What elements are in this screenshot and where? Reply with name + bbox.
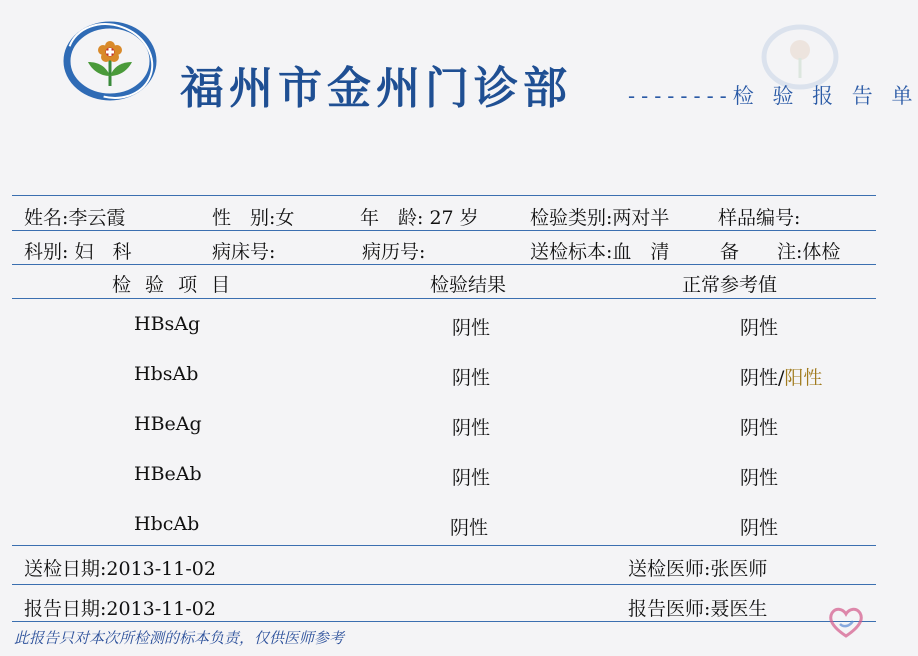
- test-type: 两对半: [612, 207, 670, 229]
- disclaimer: 此报告只对本次所检测的标本负责，仅供医师参考: [14, 629, 345, 647]
- test-item: HbsAb: [134, 363, 199, 385]
- note: 体检: [802, 241, 841, 263]
- submit-date-field: [24, 554, 216, 581]
- test-item: HBsAg: [134, 313, 201, 335]
- test-result: 阴性: [452, 367, 491, 389]
- divider-table-bottom: [12, 545, 876, 546]
- note-label: 备 注:: [720, 241, 803, 263]
- sample-no-field: [718, 203, 800, 230]
- report-doctor-field: [628, 594, 767, 621]
- dept-field: [24, 237, 131, 264]
- bed-label: 病床号:: [212, 241, 276, 263]
- test-item: HBeAb: [134, 463, 202, 485]
- submit-date: 2013-11-02: [106, 558, 216, 580]
- reference-value: 阴性/阳性: [740, 367, 823, 389]
- submit-doctor-label: 送检医师:: [628, 558, 711, 580]
- patient-name: 李云霞: [68, 207, 126, 229]
- test-type-label: 检验类别:: [530, 207, 613, 229]
- specimen-field: [530, 237, 669, 264]
- reference-value: 阴性: [740, 417, 779, 439]
- reference-value: 阴性: [740, 467, 779, 489]
- reference-value: 阴性: [740, 317, 779, 339]
- record-field: [362, 237, 425, 264]
- specimen: 血 清: [612, 241, 670, 263]
- header-result: 检验结果: [430, 274, 507, 296]
- header-reference: 正常参考值: [682, 274, 778, 296]
- patient-name-row: [24, 203, 125, 230]
- header-test-item: 检 验 项 目: [112, 274, 235, 296]
- sex-label: 性 别:: [212, 207, 276, 229]
- test-result: 阴性: [452, 317, 491, 339]
- patient-age: 27 岁: [429, 207, 479, 229]
- dept: 妇 科: [74, 241, 132, 263]
- patient-sex: 女: [275, 207, 295, 229]
- test-item: HBeAg: [134, 413, 202, 435]
- divider-submit: [12, 584, 876, 585]
- submit-doctor-field: [628, 554, 767, 581]
- clinic-logo-icon: [64, 22, 156, 100]
- test-result: 阴性: [452, 417, 491, 439]
- patient-age-field: [360, 203, 479, 230]
- divider-report: [12, 621, 876, 622]
- patient-sex-field: [212, 203, 294, 230]
- test-type-field: [530, 203, 669, 230]
- submit-doctor: 张医师: [710, 558, 768, 580]
- test-result: 阴性: [452, 467, 491, 489]
- record-label: 病历号:: [362, 241, 426, 263]
- report-date-label: 报告日期:: [24, 598, 107, 620]
- sample-no-label: 样品编号:: [718, 207, 801, 229]
- specimen-label: 送检标本:: [530, 241, 613, 263]
- divider-patient: [12, 230, 876, 231]
- report-date: 2013-11-02: [106, 598, 216, 620]
- report-date-field: [24, 594, 216, 621]
- report-title: --------检 验 报 告 单: [628, 84, 918, 108]
- reference-value: 阴性: [740, 517, 779, 539]
- test-item: HbcAb: [134, 513, 200, 535]
- clinic-name: 福州市金州门诊部: [180, 63, 572, 114]
- bed-field: [212, 237, 275, 264]
- divider-dept: [12, 264, 876, 265]
- submit-date-label: 送检日期:: [24, 558, 107, 580]
- divider-table-header: [12, 298, 876, 299]
- heart-stamp-icon: [826, 604, 866, 640]
- report-doctor-label: 报告医师:: [628, 598, 711, 620]
- age-label: 年 龄:: [360, 207, 424, 229]
- report-doctor: 聂医生: [710, 598, 768, 620]
- dept-label: 科别:: [24, 241, 69, 263]
- divider-top: [12, 195, 876, 196]
- note-field: [720, 237, 840, 264]
- test-result: 阴性: [450, 517, 489, 539]
- name-label: 姓名:: [24, 207, 69, 229]
